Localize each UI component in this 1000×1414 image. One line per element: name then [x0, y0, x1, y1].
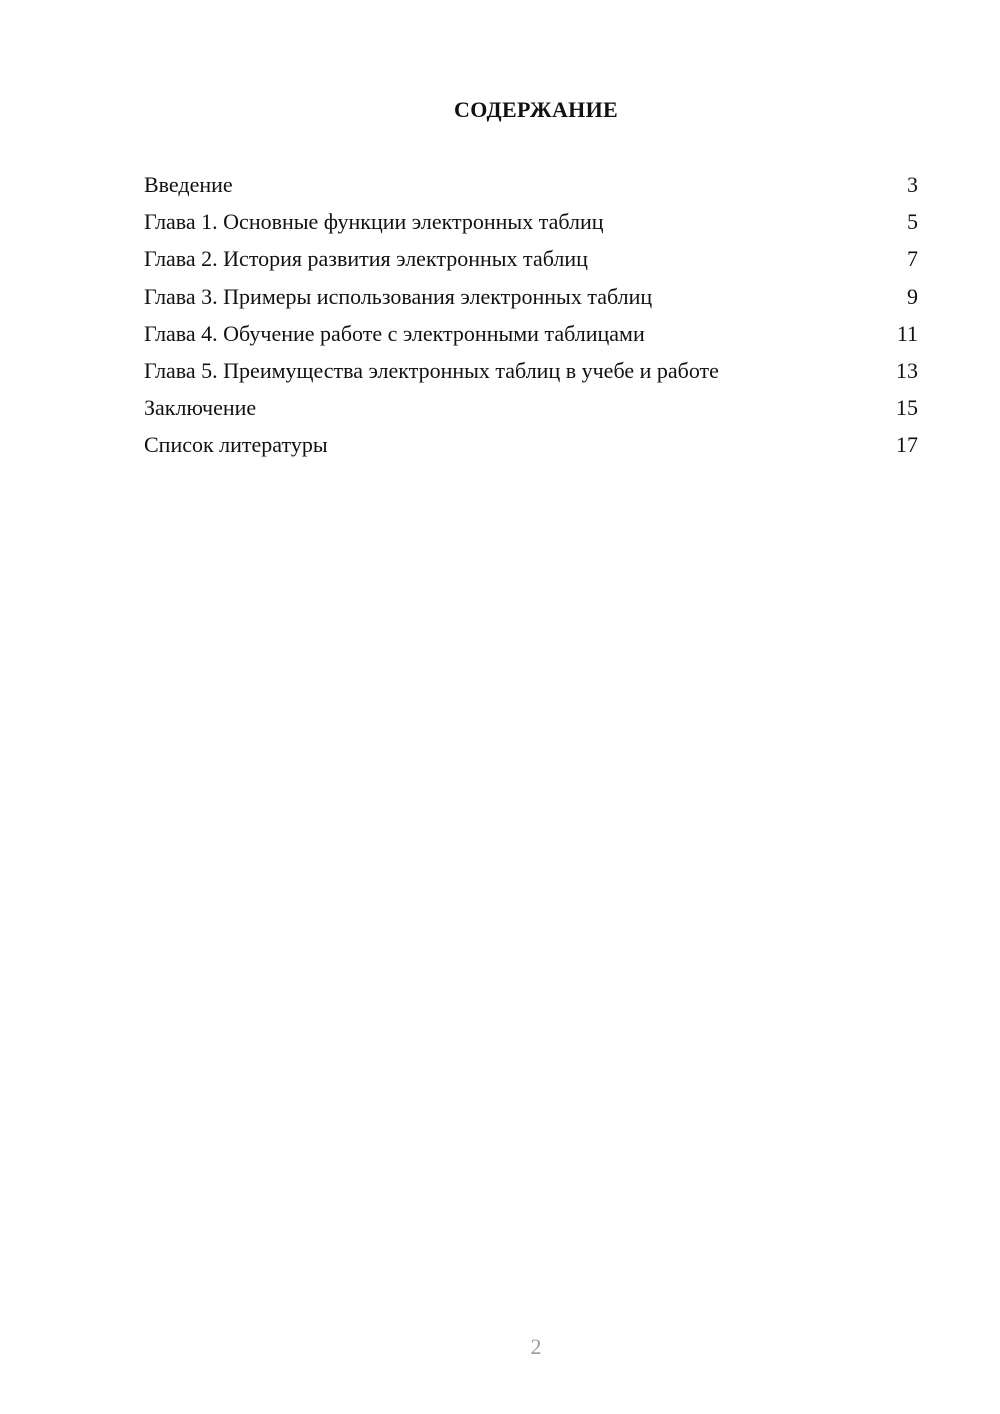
- toc-entry-label: Глава 3. Примеры использования электронных таблиц: [144, 283, 653, 309]
- toc-title: СОДЕРЖАНИЕ: [454, 97, 618, 122]
- toc-entry-page: 13: [896, 357, 918, 383]
- toc-entry-label: Глава 4. Обучение работе с электронными таблицами: [144, 320, 645, 346]
- toc-entry: [144, 242, 918, 279]
- page-number: 2: [530, 1334, 542, 1359]
- toc-entry-page: 3: [907, 172, 918, 197]
- toc-entry-label: Список литературы: [144, 432, 328, 458]
- toc-entry-label: Заключение: [144, 395, 257, 421]
- toc-entry: [144, 317, 918, 354]
- toc-entry: [144, 391, 918, 428]
- toc-entry: [144, 168, 918, 205]
- toc-entry-page: 11: [896, 320, 918, 346]
- toc-entry: [144, 205, 918, 242]
- toc-entry: [144, 428, 918, 465]
- toc-entry-page: 15: [896, 395, 918, 421]
- toc-entry: [144, 280, 918, 317]
- toc-entry: [144, 354, 918, 391]
- toc-entry-label: Глава 1. Основные функции электронных таблиц: [144, 209, 604, 235]
- toc-entry-page: 7: [907, 246, 918, 272]
- toc-entry-label: Глава 5. Преимущества электронных таблиц в учебе и работе: [144, 357, 719, 383]
- toc-entry-label: Глава 2. История развития электронных таблиц: [144, 246, 588, 272]
- toc-entry-page: 5: [907, 209, 918, 235]
- toc-entry-label: Введение: [144, 172, 233, 197]
- table-of-contents: [144, 168, 918, 466]
- toc-entry-page: 17: [896, 432, 918, 458]
- toc-entry-page: 9: [907, 283, 918, 309]
